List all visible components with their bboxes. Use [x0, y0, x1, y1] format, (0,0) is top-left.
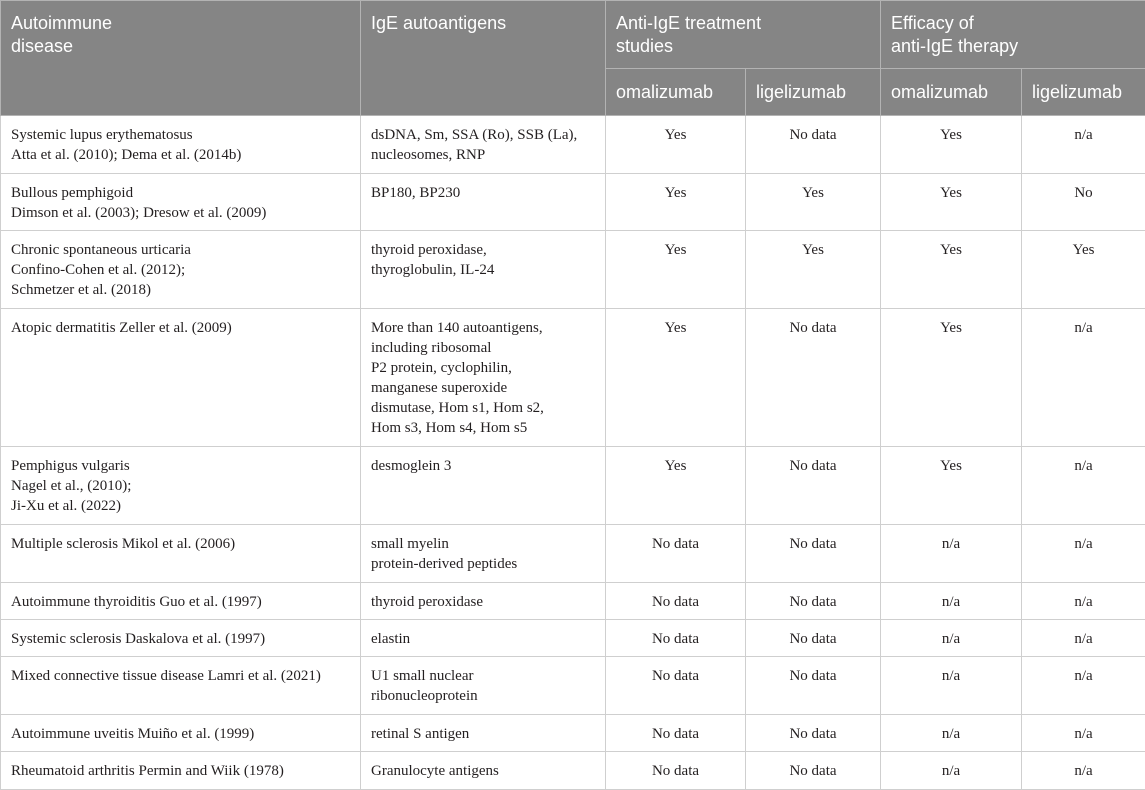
- cell-studies-omalizumab: Yes: [606, 116, 746, 174]
- cell-autoantigens: elastin: [361, 620, 606, 657]
- cell-disease: Atopic dermatitis Zeller et al. (2009): [1, 309, 361, 447]
- cell-studies-ligelizumab: No data: [746, 447, 881, 525]
- cell-efficacy-ligelizumab: n/a: [1022, 657, 1145, 715]
- cell-disease: Pemphigus vulgaris Nagel et al., (2010); Ji-Xu et al. (2022): [1, 447, 361, 525]
- cell-disease: Autoimmune thyroiditis Guo et al. (1997): [1, 583, 361, 620]
- cell-studies-ligelizumab: No data: [746, 715, 881, 752]
- cell-efficacy-ligelizumab: n/a: [1022, 752, 1145, 790]
- header-efficacy: Efficacy of anti-IgE therapy: [881, 1, 1145, 69]
- cell-autoantigens: thyroid peroxidase, thyroglobulin, IL-24: [361, 231, 606, 309]
- cell-efficacy-omalizumab: Yes: [881, 231, 1022, 309]
- cell-studies-omalizumab: No data: [606, 752, 746, 790]
- cell-disease: Chronic spontaneous urticaria Confino-Cohen et al. (2012); Schmetzer et al. (2018): [1, 231, 361, 309]
- cell-studies-omalizumab: No data: [606, 657, 746, 715]
- cell-studies-ligelizumab: Yes: [746, 231, 881, 309]
- cell-efficacy-omalizumab: n/a: [881, 657, 1022, 715]
- cell-studies-ligelizumab: No data: [746, 309, 881, 447]
- table-row: [1, 231, 1145, 309]
- table-row: [1, 657, 1145, 715]
- cell-efficacy-ligelizumab: n/a: [1022, 715, 1145, 752]
- cell-efficacy-ligelizumab: n/a: [1022, 583, 1145, 620]
- cell-studies-omalizumab: No data: [606, 583, 746, 620]
- cell-autoantigens: thyroid peroxidase: [361, 583, 606, 620]
- cell-efficacy-ligelizumab: n/a: [1022, 525, 1145, 583]
- cell-efficacy-ligelizumab: n/a: [1022, 447, 1145, 525]
- cell-efficacy-omalizumab: n/a: [881, 525, 1022, 583]
- cell-efficacy-omalizumab: n/a: [881, 620, 1022, 657]
- table-row: [1, 752, 1145, 790]
- cell-efficacy-omalizumab: n/a: [881, 715, 1022, 752]
- table-row: [1, 116, 1145, 174]
- cell-disease: Systemic lupus erythematosus Atta et al. (2010); Dema et al. (2014b): [1, 116, 361, 174]
- cell-studies-ligelizumab: No data: [746, 620, 881, 657]
- cell-studies-ligelizumab: No data: [746, 657, 881, 715]
- cell-autoantigens: desmoglein 3: [361, 447, 606, 525]
- cell-efficacy-ligelizumab: No: [1022, 174, 1145, 231]
- header-efficacy-omalizumab: omalizumab: [881, 69, 1022, 116]
- cell-studies-ligelizumab: No data: [746, 116, 881, 174]
- header-studies-omalizumab: omalizumab: [606, 69, 746, 116]
- cell-disease: Mixed connective tissue disease Lamri et al. (2021): [1, 657, 361, 715]
- cell-disease: Rheumatoid arthritis Permin and Wiik (1978): [1, 752, 361, 790]
- cell-efficacy-ligelizumab: n/a: [1022, 116, 1145, 174]
- cell-studies-omalizumab: Yes: [606, 447, 746, 525]
- cell-autoantigens: small myelin protein-derived peptides: [361, 525, 606, 583]
- table-body: [1, 116, 1145, 790]
- cell-disease: Autoimmune uveitis Muiño et al. (1999): [1, 715, 361, 752]
- header-efficacy-ligelizumab: ligelizumab: [1022, 69, 1145, 116]
- header-studies-ligelizumab: ligelizumab: [746, 69, 881, 116]
- header-row-main: [1, 1, 1145, 69]
- table-row: [1, 174, 1145, 231]
- cell-studies-ligelizumab: Yes: [746, 174, 881, 231]
- cell-studies-omalizumab: No data: [606, 525, 746, 583]
- cell-autoantigens: retinal S antigen: [361, 715, 606, 752]
- cell-studies-ligelizumab: No data: [746, 583, 881, 620]
- cell-autoantigens: BP180, BP230: [361, 174, 606, 231]
- cell-efficacy-omalizumab: n/a: [881, 752, 1022, 790]
- cell-efficacy-omalizumab: Yes: [881, 174, 1022, 231]
- header-autoimmune-disease: Autoimmune disease: [1, 1, 361, 116]
- table-row: [1, 309, 1145, 447]
- cell-studies-ligelizumab: No data: [746, 752, 881, 790]
- cell-efficacy-omalizumab: n/a: [881, 583, 1022, 620]
- cell-studies-omalizumab: Yes: [606, 231, 746, 309]
- cell-efficacy-omalizumab: Yes: [881, 447, 1022, 525]
- cell-efficacy-ligelizumab: Yes: [1022, 231, 1145, 309]
- table-header: [1, 1, 1145, 116]
- cell-autoantigens: U1 small nuclear ribonucleoprotein: [361, 657, 606, 715]
- header-treatment-studies: Anti-IgE treatment studies: [606, 1, 881, 69]
- cell-autoantigens: More than 140 autoantigens, including ribosomal P2 protein, cyclophilin, manganese superoxide dismutase, Hom s1, Hom s2, Hom s3, Hom s4, Hom s5: [361, 309, 606, 447]
- cell-studies-omalizumab: No data: [606, 620, 746, 657]
- cell-efficacy-ligelizumab: n/a: [1022, 620, 1145, 657]
- cell-disease: Multiple sclerosis Mikol et al. (2006): [1, 525, 361, 583]
- header-ige-autoantigens: IgE autoantigens: [361, 1, 606, 116]
- table-row: [1, 583, 1145, 620]
- table-row: [1, 447, 1145, 525]
- table-row: [1, 525, 1145, 583]
- cell-efficacy-omalizumab: Yes: [881, 116, 1022, 174]
- cell-studies-omalizumab: Yes: [606, 174, 746, 231]
- table-row: [1, 715, 1145, 752]
- cell-studies-omalizumab: Yes: [606, 309, 746, 447]
- cell-disease: Systemic sclerosis Daskalova et al. (1997): [1, 620, 361, 657]
- cell-efficacy-omalizumab: Yes: [881, 309, 1022, 447]
- cell-studies-ligelizumab: No data: [746, 525, 881, 583]
- cell-autoantigens: dsDNA, Sm, SSA (Ro), SSB (La), nucleosomes, RNP: [361, 116, 606, 174]
- cell-studies-omalizumab: No data: [606, 715, 746, 752]
- cell-efficacy-ligelizumab: n/a: [1022, 309, 1145, 447]
- cell-disease: Bullous pemphigoid Dimson et al. (2003); Dresow et al. (2009): [1, 174, 361, 231]
- table-row: [1, 620, 1145, 657]
- cell-autoantigens: Granulocyte antigens: [361, 752, 606, 790]
